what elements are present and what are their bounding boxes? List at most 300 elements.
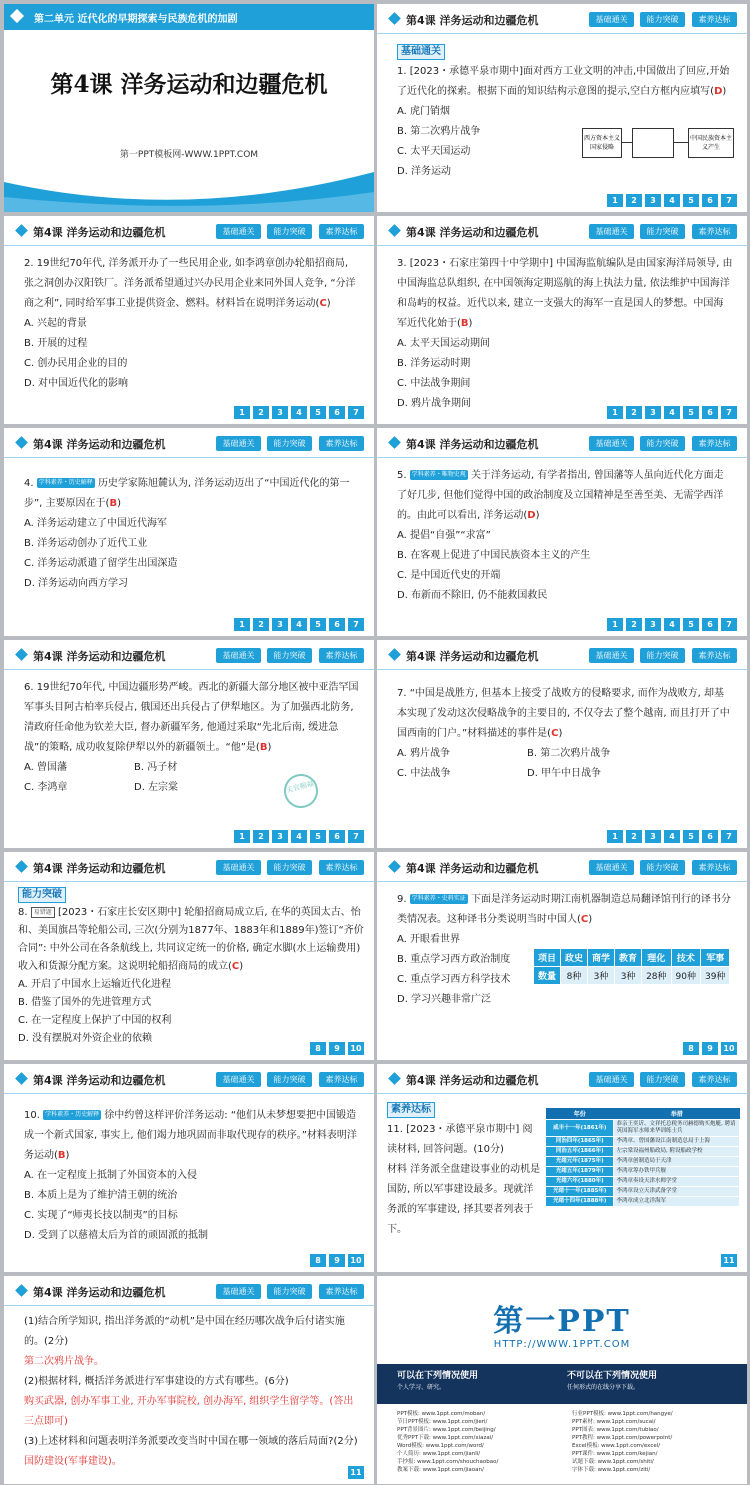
option-b: B. 洋务运动时期 <box>397 358 471 369</box>
cover-slide <box>4 4 374 212</box>
usage-banner <box>377 1364 747 1404</box>
question-text: 11. [2023・承德平泉市期中] 阅读材料, 回答问题。(10分) <box>387 1124 533 1155</box>
option-a: A. 开启了中国水上运输近代化进程 <box>18 979 172 990</box>
page-nav <box>310 1254 364 1267</box>
s10-table-header-3: 教育 <box>615 949 642 967</box>
nav-basic-button[interactable]: 基础通关 <box>216 224 261 239</box>
nav-basic-button[interactable]: 基础通关 <box>216 1284 261 1299</box>
s11-q_a: 徐中约曾这样评价洋务运动: “他们从未梦想要把中国锻造成一个新式国家, 事实上, 他们竭力地巩固而非取代现存的秩序。”材料表明洋务运动( <box>24 1110 357 1161</box>
slide-header <box>4 852 374 882</box>
slide-header <box>377 216 747 246</box>
pages_a-4[interactable]: 5 <box>683 406 699 419</box>
nav-ability-button[interactable]: 能力突破 <box>267 224 312 239</box>
s10-table-row-5: 90种 <box>671 967 700 985</box>
s12-th-1: 举措 <box>614 1108 740 1120</box>
s11-q_b: ) <box>65 1150 70 1161</box>
option-c: C. 中法战争期间 <box>397 378 471 389</box>
nav-basic-button[interactable]: 基础通关 <box>589 648 634 663</box>
nav-ability-button[interactable]: 能力突破 <box>267 436 312 451</box>
s14-links-14[interactable]: 教案下载: www.1ppt.com/jiaoan/ <box>397 1467 484 1473</box>
pages_a-5[interactable]: 6 <box>702 406 718 419</box>
cover-site: 第一PPT模板网-WWW.1PPT.COM <box>119 150 259 160</box>
brand-url: HTTP://WWW.1PPT.COM <box>493 1339 631 1350</box>
slide-q8 <box>4 852 374 1060</box>
pages_a-0[interactable]: 1 <box>607 406 623 419</box>
pages_a-6[interactable]: 7 <box>721 406 737 419</box>
s6-num: 5. <box>397 470 407 481</box>
option-b: B. 本质上是为了维护清王朝的统治 <box>24 1190 178 1201</box>
nav-basic-button[interactable]: 基础通关 <box>216 648 261 663</box>
s14-links-6[interactable]: 优秀PPT下载: www.1ppt.com/xiazai/ <box>397 1435 494 1441</box>
s14-links-9[interactable]: Excel模板: www.1ppt.com/excel/ <box>572 1443 661 1449</box>
s8-q_b: ) <box>558 728 563 739</box>
slide-q2 <box>4 216 374 424</box>
s12-rows-3-1: 李鸿章创制造局于天津 <box>614 1157 740 1167</box>
option-a: A. 太平天国运动期间 <box>397 338 491 349</box>
s3-ans: C <box>319 298 327 309</box>
s14-cannot: 不可以在下列情况使用 <box>567 1371 658 1381</box>
slide-header <box>4 640 374 670</box>
pages_a-2[interactable]: 3 <box>272 406 288 419</box>
s10-table-header-1: 政史 <box>561 949 588 967</box>
pages_b-0[interactable]: 8 <box>683 1042 699 1055</box>
slide-q1 <box>377 4 747 212</box>
page-nav <box>234 618 364 631</box>
pages_a-5[interactable]: 6 <box>702 830 718 843</box>
question-text <box>24 1106 360 1166</box>
s12-rows-7-1: 李鸿章成立北洋海军 <box>614 1197 740 1207</box>
s5-ans: B <box>109 498 118 509</box>
slide-header <box>4 1276 374 1306</box>
slide-header <box>377 4 747 34</box>
pages_b-0[interactable]: 8 <box>310 1042 326 1055</box>
lesson_title: 第4课 洋务运动和边疆危机 <box>33 650 166 663</box>
s12-rows-2-1: 左宗棠设福州船政局, 附设船政学校 <box>614 1147 740 1157</box>
pages_a-3[interactable]: 4 <box>291 830 307 843</box>
slide-header <box>4 1064 374 1094</box>
nav-basic-button[interactable]: 基础通关 <box>216 1072 261 1087</box>
option-c: C. 太平天国运动 <box>397 146 471 157</box>
pages_a-1[interactable]: 2 <box>626 194 642 207</box>
s14-links-2[interactable]: 节日PPT模板: www.1ppt.com/jieri/ <box>397 1419 488 1425</box>
slide-q11-answers <box>4 1276 374 1484</box>
s9-q_b: ) <box>239 961 244 972</box>
page-nav <box>310 1042 364 1055</box>
structure-diagram <box>582 128 737 160</box>
s12-rows-0-1: 恭亲王奕䜣、文祥托总税务司赫德购买炮艇, 聘请英国海军水师来华训练士兵 <box>614 1120 740 1137</box>
pages_a-3[interactable]: 4 <box>291 618 307 631</box>
nav-ability-button[interactable]: 能力突破 <box>640 224 685 239</box>
pages_a-2[interactable]: 3 <box>645 406 661 419</box>
page-nav <box>607 618 737 631</box>
nav-literacy-button[interactable]: 素养达标 <box>319 224 364 239</box>
s6-q_b: ) <box>535 510 540 521</box>
nav-literacy-button[interactable]: 素养达标 <box>692 224 737 239</box>
pages_a-0[interactable]: 1 <box>607 830 623 843</box>
pages_a-6[interactable]: 7 <box>721 194 737 207</box>
s10-table-row-2: 3种 <box>588 967 615 985</box>
option-a: A. 开眼看世界 <box>397 934 461 945</box>
pages_a-3[interactable]: 4 <box>664 406 680 419</box>
s14-links-10[interactable]: 个人简历: www.1ppt.com/jianli/ <box>397 1451 481 1457</box>
s10-ans: C <box>580 914 589 925</box>
s14-links-5[interactable]: PPT图表: www.1ppt.com/tubiao/ <box>572 1427 659 1433</box>
s2-q_b: ) <box>722 86 727 97</box>
pages_a-4[interactable]: 5 <box>683 618 699 631</box>
pages_a-4[interactable]: 5 <box>310 618 326 631</box>
nav-ability-button[interactable]: 能力突破 <box>267 860 312 875</box>
pages_a-0[interactable]: 1 <box>234 830 250 843</box>
option-b: B. 冯子材 <box>134 762 178 773</box>
slide-header <box>4 428 374 458</box>
nav-literacy-button[interactable]: 素养达标 <box>692 860 737 875</box>
question-text <box>397 684 733 744</box>
option-c: C. 重点学习西方科学技术 <box>397 974 511 985</box>
option-d: D. 学习兴趣非常广泛 <box>397 994 492 1005</box>
s9-ans: C <box>231 961 240 972</box>
slide-header <box>377 1064 747 1094</box>
s13-a3: 国防建设(军事建设)。 <box>24 1456 122 1467</box>
section-label: 能力突破 <box>18 887 66 903</box>
page-nav <box>721 1254 737 1267</box>
nav-ability-button[interactable]: 能力突破 <box>267 1284 312 1299</box>
page-nav <box>234 830 364 843</box>
s7-ans: B <box>259 742 268 753</box>
pages_a-5[interactable]: 6 <box>702 194 718 207</box>
slide-q5 <box>377 428 747 636</box>
brand-logo: 第一PPT <box>493 1304 631 1339</box>
lesson_title: 第4课 洋务运动和边疆危机 <box>406 14 539 27</box>
s6-ans: D <box>527 510 536 521</box>
s13-q3: (3)上述材料和问题表明洋务派要改变当时中国在哪一领域的落后局面?(2分) <box>24 1436 358 1447</box>
s14-links-1[interactable]: 行业PPT模板: www.1ppt.com/hangye/ <box>572 1411 673 1417</box>
nav-literacy-button[interactable]: 素养达标 <box>692 1072 737 1087</box>
slide-q10 <box>4 1064 374 1272</box>
nav-literacy-button[interactable]: 素养达标 <box>319 860 364 875</box>
pages_a-5[interactable]: 6 <box>329 406 345 419</box>
option-c: C. 在一定程度上保护了中国的权利 <box>18 1015 172 1026</box>
nav-ability-button[interactable]: 能力突破 <box>640 1072 685 1087</box>
option-a: A. 鸦片战争 <box>397 748 451 759</box>
cover-wave <box>4 162 374 212</box>
lesson_title: 第4课 洋务运动和边疆危机 <box>33 862 166 875</box>
pages_a-3[interactable]: 4 <box>664 194 680 207</box>
lesson_title: 第4课 洋务运动和边疆危机 <box>406 862 539 875</box>
pages_a-2[interactable]: 3 <box>272 618 288 631</box>
option-c: C. 创办民用企业的目的 <box>24 358 128 369</box>
option-b: B. 第二次鸦片战争 <box>527 748 611 759</box>
pages_b-0[interactable]: 8 <box>310 1254 326 1267</box>
s10-num: 9. <box>397 894 407 905</box>
nav-basic-button[interactable]: 基础通关 <box>589 436 634 451</box>
s10-table-header-4: 理化 <box>642 949 671 967</box>
translation-table <box>533 948 730 985</box>
s2-q_a: 1. [2023・承德平泉市期中]面对西方工业文明的冲击,中国做出了回应,开始了近代化的探索。根据下面的知识结构示意图的提示,空白方框内应填写( <box>397 66 730 97</box>
option-a: A. 虎门销烟 <box>397 106 451 117</box>
option-c: C. 中法战争 <box>397 768 451 779</box>
pages_a-0[interactable]: 1 <box>234 406 250 419</box>
lesson_title: 第4课 洋务运动和边疆危机 <box>406 1074 539 1087</box>
s12-rows-0-0: 咸丰十一年(1861年) <box>546 1120 614 1137</box>
nav-basic-button[interactable]: 基础通关 <box>589 1072 634 1087</box>
slide-q4 <box>4 428 374 636</box>
section-label: 基础通关 <box>397 44 445 60</box>
tag-badge: 学科素养・历史解释 <box>38 479 93 486</box>
s12-th-0: 年份 <box>546 1108 614 1120</box>
option-c: C. 是中国近代史的开端 <box>397 570 501 581</box>
nav-basic-button[interactable]: 基础通关 <box>216 860 261 875</box>
pages_a-6[interactable]: 7 <box>348 406 364 419</box>
s2-ans: D <box>714 86 723 97</box>
s11-ans: B <box>57 1150 66 1161</box>
slide-header <box>377 640 747 670</box>
s10-q_b: ) <box>588 914 593 925</box>
s12-rows-6-0: 光绪十一年(1885年) <box>546 1187 614 1197</box>
s4-q_b: ) <box>468 318 473 329</box>
s10-table-row-6: 39种 <box>700 967 729 985</box>
cover-unit: 第二单元 近代化的早期探索与民族危机的加剧 <box>34 14 238 25</box>
s6-q_a: 关于洋务运动, 有学者指出, 曾国藩等人虽向近代化方面走了好几步, 但他们觉得中国的政治制度及立国精神是至善至美、无需学西洋的。由此可以看出, 洋务运动( <box>397 470 724 521</box>
pages_a-1[interactable]: 2 <box>626 406 642 419</box>
s14-links-3[interactable]: PPT素材: www.1ppt.com/sucai/ <box>572 1419 656 1425</box>
s10-table-row-4: 28种 <box>642 967 671 985</box>
s11-num: 10. <box>24 1110 40 1121</box>
question-text <box>18 904 364 976</box>
s8-ans: C <box>551 728 559 739</box>
pages_b-2[interactable]: 10 <box>348 1042 364 1055</box>
option-c: C. 李鸿章 <box>24 782 68 793</box>
slide-q6 <box>4 640 374 848</box>
s8-q_a: 7. “中国是战胜方, 但基本上接受了战败方的侵略要求, 而作为战败方, 却基本实现了发动这次侵略战争的主要目的, 不仅夺去了整个越南, 而且打开了中国西南的门户。”材料描述的事件是( <box>397 688 730 739</box>
s12-rows-1-0: 同治四年(1865年) <box>546 1137 614 1147</box>
pages_a-1[interactable]: 2 <box>626 830 642 843</box>
section-label: 素养达标 <box>387 1102 435 1118</box>
nav-ability-button[interactable]: 能力突破 <box>267 1072 312 1087</box>
option-a: A. 兴起的背景 <box>24 318 88 329</box>
s10-table-header-0: 项目 <box>534 949 561 967</box>
s14-links-12[interactable]: 手抄报: www.1ppt.com/shouchaobao/ <box>397 1459 499 1465</box>
nav-ability-button[interactable]: 能力突破 <box>267 648 312 663</box>
nav-ability-button[interactable]: 能力突破 <box>640 12 685 27</box>
sub-question-2: (2)根据材料, 概括洋务派进行军事建设的方式有哪些。(6分) <box>24 1376 289 1387</box>
nav-literacy-button[interactable]: 素养达标 <box>692 436 737 451</box>
nav-literacy-button[interactable]: 素养达标 <box>319 436 364 451</box>
pages_a-0[interactable]: 1 <box>607 618 623 631</box>
pages_a-2[interactable]: 3 <box>645 194 661 207</box>
tag-badge: 学科素养・唯物史观 <box>411 471 466 478</box>
lesson_title: 第4课 洋务运动和边疆危机 <box>406 650 539 663</box>
s14-links-7[interactable]: PPT教程: www.1ppt.com/powerpoint/ <box>572 1435 673 1441</box>
s12-rows-5-1: 李鸿章奏设天津水师学堂 <box>614 1177 740 1187</box>
nav-literacy-button[interactable]: 素养达标 <box>692 648 737 663</box>
s3-q_a: 2. 19世纪70年代, 洋务派开办了一些民用企业, 如李鸿章创办轮船招商局, 张之洞创办汉阳铁厂。洋务派希望通过兴办民用企业来同外国人竞争, “分洋商之利”, 同时给军事工业提供资金、燃料。材料旨在说明洋务运动( <box>24 258 356 309</box>
cover-top-bar <box>4 4 374 30</box>
nav-literacy-button[interactable]: 素养达标 <box>319 1072 364 1087</box>
s12-rows-4-1: 李鸿章筹办铁甲兵舰 <box>614 1167 740 1177</box>
pages_a-2[interactable]: 3 <box>645 618 661 631</box>
pages_a-4[interactable]: 5 <box>683 830 699 843</box>
s10-table-header-2: 商学 <box>588 949 615 967</box>
option-a: A. 曾国藩 <box>24 762 68 773</box>
pages_a-1[interactable]: 2 <box>253 406 269 419</box>
pages_c-0[interactable]: 11 <box>721 1254 737 1267</box>
tag-badge: 学科素养・史料实证 <box>411 895 466 902</box>
s14-can_items: 个人学习、研究。 <box>397 1384 446 1391</box>
pages_b-1[interactable]: 9 <box>329 1042 345 1055</box>
option-a: A. 洋务运动建立了中国近代海军 <box>24 518 168 529</box>
pages_b-1[interactable]: 9 <box>702 1042 718 1055</box>
s12-rows-5-0: 光绪六年(1880年) <box>546 1177 614 1187</box>
pages_a-4[interactable]: 5 <box>683 194 699 207</box>
slide-q3 <box>377 216 747 424</box>
option-a: A. 在一定程度上抵制了外国资本的入侵 <box>24 1170 198 1181</box>
s12-rows-4-0: 光绪五年(1879年) <box>546 1167 614 1177</box>
s2-box2: 中国民族资本主义产生 <box>688 128 734 158</box>
pages_a-6[interactable]: 7 <box>348 618 364 631</box>
ad-slide <box>377 1276 747 1484</box>
slide-q11 <box>377 1064 747 1272</box>
s14-links-11[interactable]: PPT课件: www.1ppt.com/kejian/ <box>572 1451 658 1457</box>
nav-ability-button[interactable]: 能力突破 <box>640 860 685 875</box>
answer-1: 第二次鸦片战争。 <box>24 1356 104 1367</box>
s10-table-row-3: 3种 <box>615 967 642 985</box>
nav-ability-button[interactable]: 能力突破 <box>640 436 685 451</box>
nav-literacy-button[interactable]: 素养达标 <box>692 12 737 27</box>
question-text <box>24 254 360 314</box>
pages_a-1[interactable]: 2 <box>626 618 642 631</box>
tag-badge: 易错题 <box>31 907 55 918</box>
lesson_title: 第4课 洋务运动和边疆危机 <box>33 1074 166 1087</box>
pages_a-5[interactable]: 6 <box>702 618 718 631</box>
nav-literacy-button[interactable]: 素养达标 <box>319 1284 364 1299</box>
s9-num: 8. <box>18 907 28 918</box>
lesson_title: 第4课 洋务运动和边疆危机 <box>33 438 166 451</box>
pages_a-3[interactable]: 4 <box>664 618 680 631</box>
question-text <box>397 62 737 102</box>
s4-q_a: 3. [2023・石家庄第四十中学期中] 中国海监航编队是由国家海洋局领导, 由中国海监总队组织, 在中国领海定期巡航的海上执法力量, 依法维护中国海洋和岛屿的权益。近代以来, 建立一支强大的海军一直是国人的梦想。中国海军近代化始于( <box>397 258 733 329</box>
pages_c-0[interactable]: 11 <box>348 1466 364 1479</box>
lesson_title: 第4课 洋务运动和边疆危机 <box>406 438 539 451</box>
option-d: D. 左宗棠 <box>134 782 179 793</box>
option-d: D. 布新而不除旧, 仍不能救国救民 <box>397 590 548 601</box>
s14-links-0[interactable]: PPT模板: www.1ppt.com/moban/ <box>397 1411 486 1417</box>
nav-basic-button[interactable]: 基础通关 <box>589 224 634 239</box>
option-d: D. 洋务运动向西方学习 <box>24 578 129 589</box>
pages_a-0[interactable]: 1 <box>234 618 250 631</box>
option-a: A. 提倡“自强”“求富” <box>397 530 491 541</box>
s10-table-header-5: 技术 <box>671 949 700 967</box>
s7-q_a: 6. 19世纪70年代, 中国边疆形势严峻。西北的新疆大部分地区被中亚浩罕国军事头目阿古柏率兵侵占, 俄国还出兵侵占了伊犁地区。为了加强西北防务, 清政府任命他为钦差大臣, 督办新疆军务, 他通过采取“先北后南, 缓进急战”的策略, 成功收复除伊犁以外的新疆领土。“他”是( <box>24 682 359 753</box>
pages_a-2[interactable]: 3 <box>272 830 288 843</box>
page-nav <box>234 406 364 419</box>
s5-q_a: 历史学家陈旭麓认为, 洋务运动迈出了“中国近代化的第一步”, 主要原因在于( <box>24 478 350 509</box>
option-b: B. 开展的过程 <box>24 338 88 349</box>
s10-table-header-6: 军事 <box>700 949 729 967</box>
s12-rows-7-0: 光绪十四年(1888年) <box>546 1197 614 1207</box>
pages_b-2[interactable]: 10 <box>721 1042 737 1055</box>
pages_a-5[interactable]: 6 <box>329 830 345 843</box>
s14-links-15[interactable]: 字体下载: www.1ppt.com/ziti/ <box>572 1467 651 1473</box>
s12-rows-6-1: 李鸿章设立天津武备学堂 <box>614 1187 740 1197</box>
nav-literacy-button[interactable]: 素养达标 <box>319 648 364 663</box>
option-b: B. 第二次鸦片战争 <box>397 126 481 137</box>
pages_a-4[interactable]: 5 <box>310 830 326 843</box>
s14-cannot_items: 任何形式的在线分享下载。 <box>567 1384 640 1391</box>
nav-basic-button[interactable]: 基础通关 <box>589 12 634 27</box>
option-b: B. 重点学习西方政治制度 <box>397 954 511 965</box>
pages_a-3[interactable]: 4 <box>664 830 680 843</box>
nav-ability-button[interactable]: 能力突破 <box>640 648 685 663</box>
pages_a-3[interactable]: 4 <box>291 406 307 419</box>
slide-q9 <box>377 852 747 1060</box>
military-table <box>545 1108 740 1207</box>
s2-box1: 西方资本主义国家侵略 <box>582 128 622 158</box>
lesson_title: 第4课 洋务运动和边疆危机 <box>33 226 166 239</box>
pages_a-1[interactable]: 2 <box>253 618 269 631</box>
pages_a-1[interactable]: 2 <box>253 830 269 843</box>
nav-basic-button[interactable]: 基础通关 <box>216 436 261 451</box>
question-text <box>397 466 733 526</box>
page-nav <box>607 830 737 843</box>
pages_a-6[interactable]: 7 <box>721 830 737 843</box>
page-nav <box>683 1042 737 1055</box>
lesson_title: 第4课 洋务运动和边疆危机 <box>33 1286 166 1299</box>
page-nav <box>607 194 737 207</box>
s5-q_b: ) <box>117 498 121 509</box>
cover-title: 第4课 洋务运动和边疆危机 <box>50 71 328 98</box>
pages_a-2[interactable]: 3 <box>645 830 661 843</box>
s12-rows-3-0: 光绪元年(1875年) <box>546 1157 614 1167</box>
s3-q_b: ) <box>326 298 331 309</box>
s9-q_a: [2023・石家庄长安区期中] 轮船招商局成立后, 在华的英国太古、怡和、美国旗昌等轮船公司, 三次(分别为1877年、1883年和1889年)签订“齐价合同”: 中外公司在各条航线上, 共同议定统一的价格, 确定水脚(水上运输费用)收入和货源分配方案。这说明轮船招商局的成立( <box>18 907 364 972</box>
s14-links-8[interactable]: Word模板: www.1ppt.com/word/ <box>397 1443 484 1449</box>
question-text <box>24 474 360 514</box>
pages_b-1[interactable]: 9 <box>329 1254 345 1267</box>
option-d: D. 甲午中日战争 <box>527 768 602 779</box>
s14-links-13[interactable]: 试题下载: www.1ppt.com/shiti/ <box>572 1459 654 1465</box>
s12-rows-1-1: 李鸿章、曾国藩设江南制造总局于上海 <box>614 1137 740 1147</box>
pages_a-5[interactable]: 6 <box>329 618 345 631</box>
option-c: C. 洋务运动派遣了留学生出国深造 <box>24 558 178 569</box>
s4-ans: B <box>460 318 469 329</box>
slide-header <box>377 852 747 882</box>
s5-num: 4. <box>24 478 34 489</box>
pages_a-6[interactable]: 7 <box>348 830 364 843</box>
question-text <box>397 254 733 334</box>
lesson_title: 第4课 洋务运动和边疆危机 <box>406 226 539 239</box>
pages_b-2[interactable]: 10 <box>348 1254 364 1267</box>
s14-links-4[interactable]: PPT背景图片: www.1ppt.com/beijing/ <box>397 1427 496 1433</box>
pages_a-0[interactable]: 1 <box>607 194 623 207</box>
pages_a-6[interactable]: 7 <box>721 618 737 631</box>
option-c: C. 实现了“师夷长技以制夷”的目标 <box>24 1210 178 1221</box>
s7-q_b: ) <box>267 742 272 753</box>
slide-header <box>4 216 374 246</box>
pages_a-4[interactable]: 5 <box>310 406 326 419</box>
s12-rows-2-0: 同治五年(1866年) <box>546 1147 614 1157</box>
sub-question-1: (1)结合所学知识, 指出洋务派的“动机”是中国在经历哪次战争后付诸实施的。(2分) <box>24 1316 345 1347</box>
stamp-icon: 天官赐福 <box>280 770 322 812</box>
nav-basic-button[interactable]: 基础通关 <box>589 860 634 875</box>
s10-table-row-0: 数量 <box>534 967 561 985</box>
page-nav <box>607 406 737 419</box>
s10-table-row-1: 8种 <box>561 967 588 985</box>
option-d: D. 鸦片战争期间 <box>397 398 472 409</box>
page-nav <box>348 1466 364 1479</box>
answer-2: 购买武器, 创办军事工业, 开办军事院校, 创办海军, 组织学生留学等。(答出三点即可) <box>24 1396 354 1427</box>
option-d: D. 对中国近代化的影响 <box>24 378 129 389</box>
tag-badge: 学科素养・历史解释 <box>45 1111 100 1118</box>
